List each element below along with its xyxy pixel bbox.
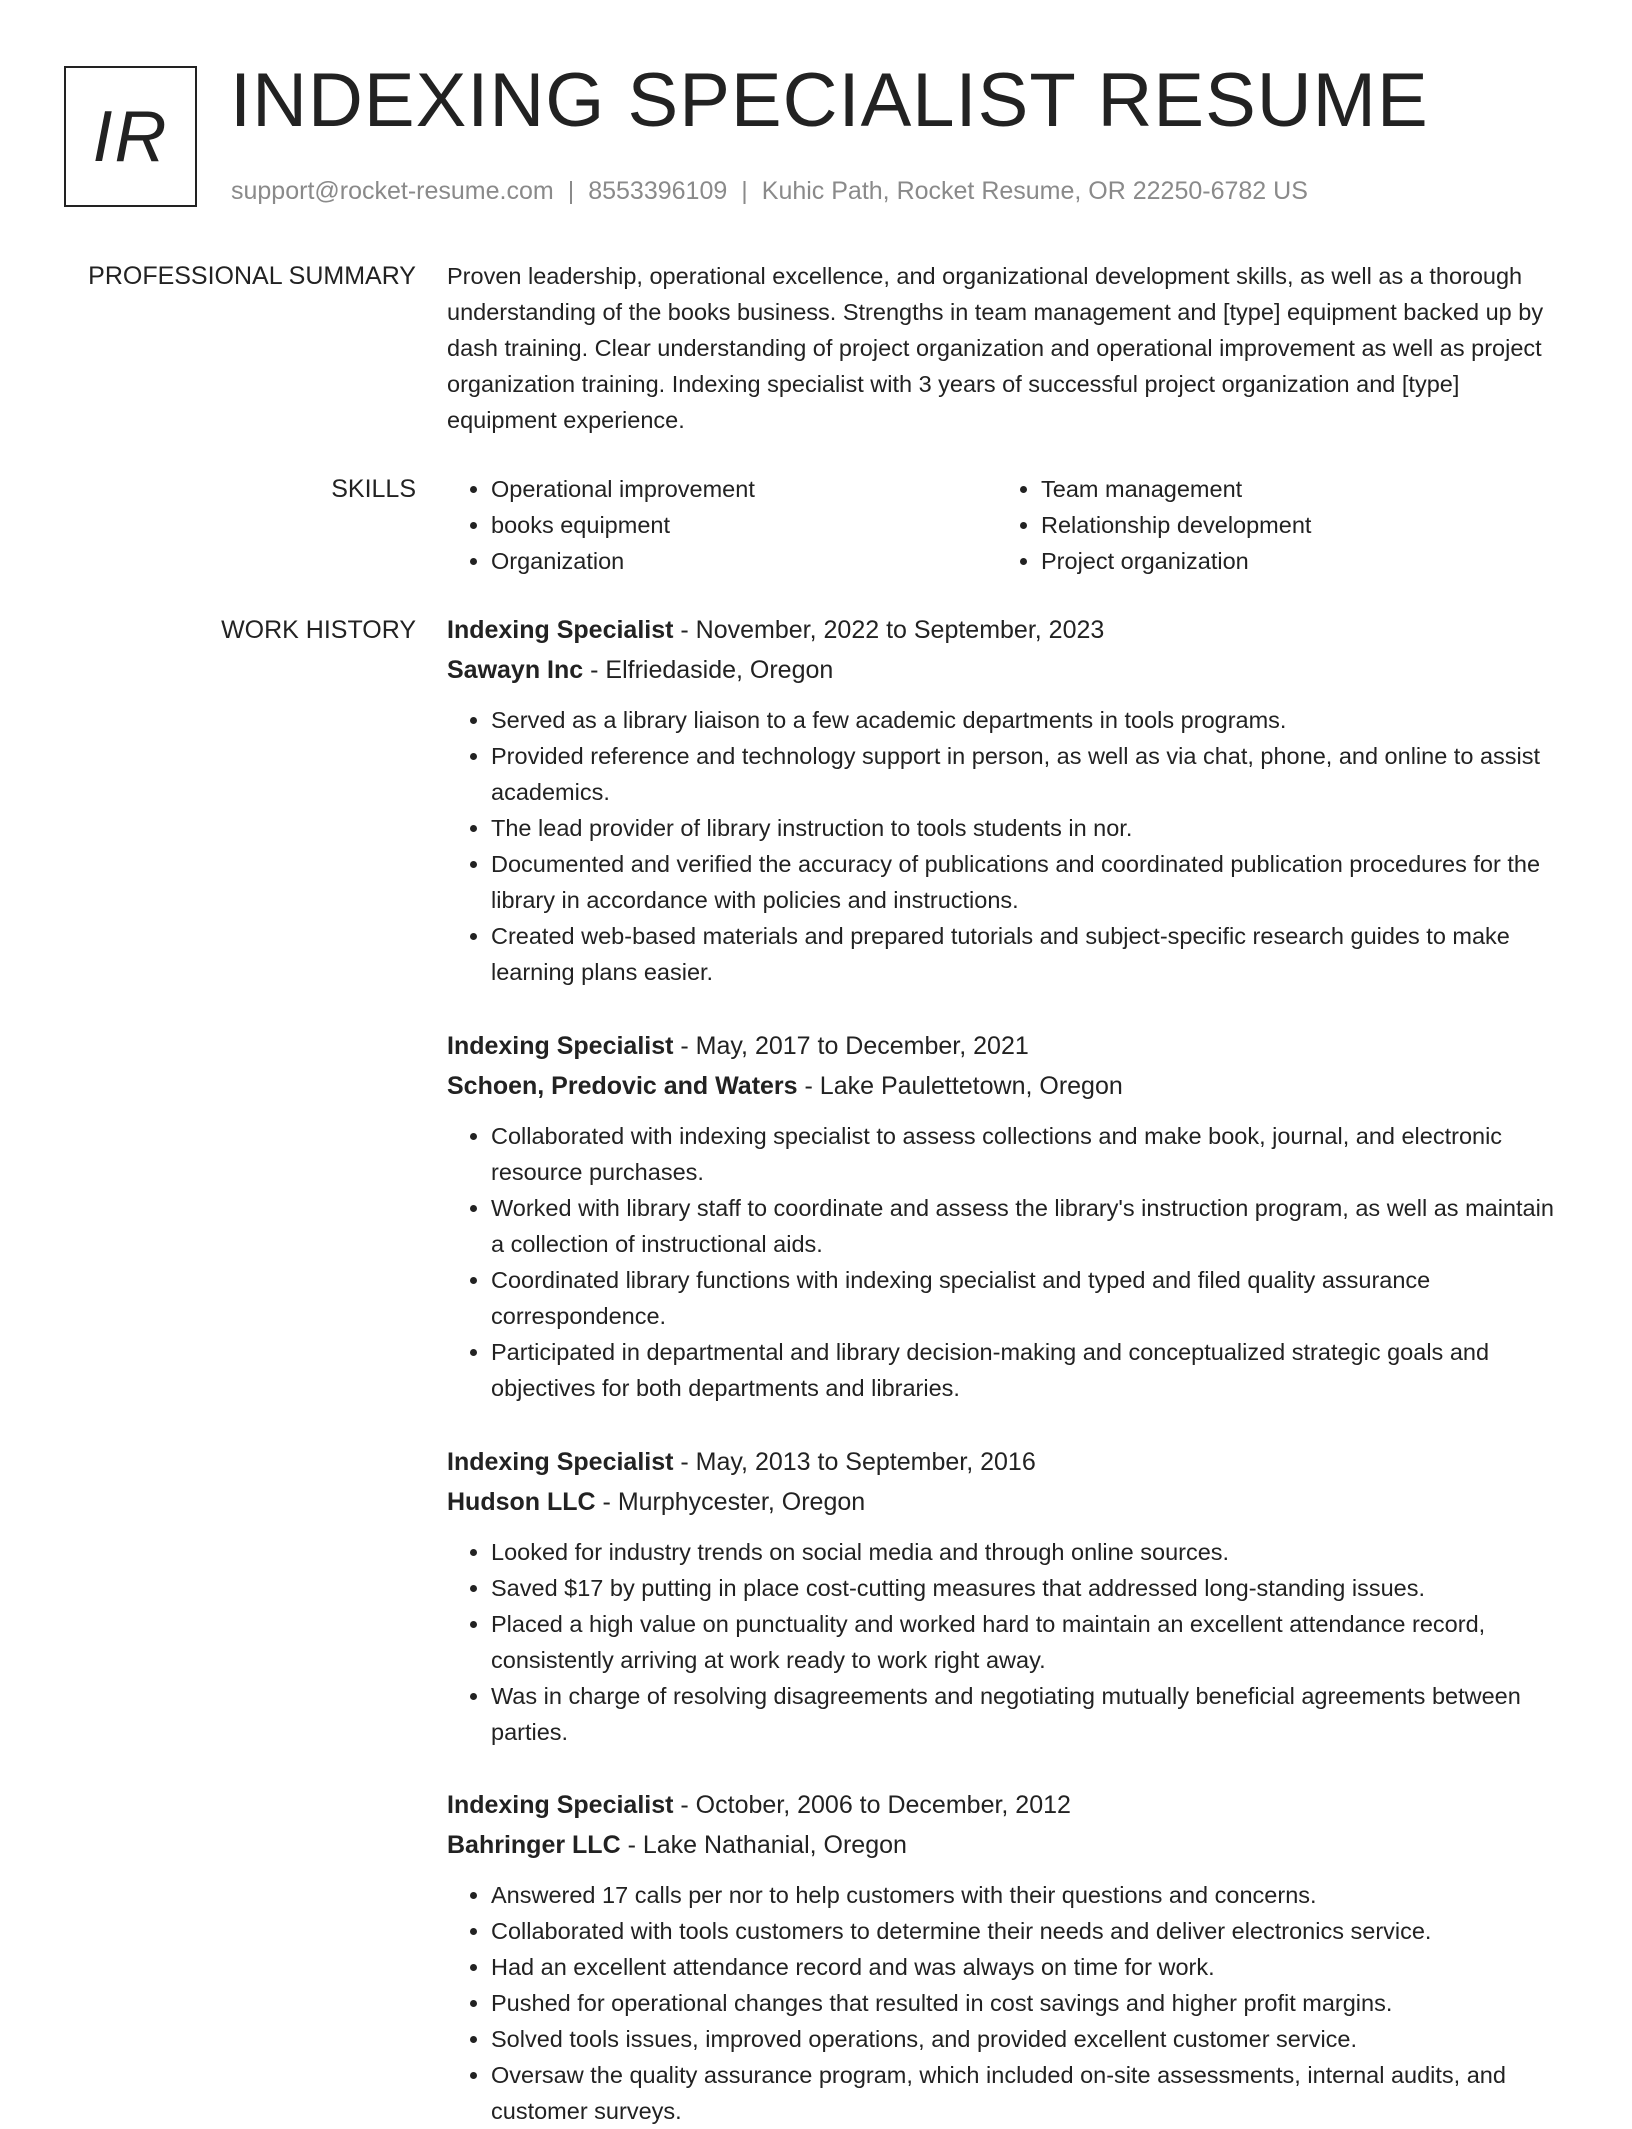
job-location: - Lake Nathanial, Oregon [627, 1831, 907, 1859]
skill-item: • books equipment [491, 507, 997, 543]
job-bullet: • Worked with library staff to coordinate and assess the library's instruction program, as well as maintain a collection of instructional aids. [491, 1190, 1572, 1262]
job-bullet: • Participated in departmental and library decision-making and conceptualized strategic goals and objectives for both departments and libraries. [491, 1334, 1572, 1406]
job-company-line [447, 1066, 1572, 1106]
job-bullet: • Solved tools issues, improved operations, and provided excellent customer service. [491, 2021, 1572, 2057]
job-entry [447, 1785, 1572, 2129]
job-company: Sawayn Inc [447, 656, 584, 684]
job-title-line [447, 1785, 1572, 1825]
skills-label: SKILLS [331, 475, 416, 503]
skill-item: • Project organization [1041, 543, 1547, 579]
job-bullet: • Documented and verified the accuracy of publications and coordinated publication procedures for the library in accordance with policies and instructions. [491, 846, 1572, 918]
job-company: Hudson LLC [447, 1488, 596, 1516]
job-company-line [447, 650, 1572, 690]
job-bullet: • Was in charge of resolving disagreements and negotiating mutually beneficial agreements between parties. [491, 1678, 1572, 1750]
job-bullet: • Oversaw the quality assurance program, which included on-site assessments, internal audits, and customer surveys. [491, 2057, 1572, 2129]
job-company-line [447, 1482, 1572, 1522]
job-entry [447, 1442, 1572, 1750]
skills-section [447, 471, 1567, 579]
job-title: Indexing Specialist [447, 1032, 674, 1060]
job-title: Indexing Specialist [447, 616, 674, 644]
skill-item: • Organization [491, 543, 997, 579]
job-bullet: • Provided reference and technology support in person, as well as via chat, phone, and online to assist academics. [491, 738, 1572, 810]
work-history-label: WORK HISTORY [221, 616, 416, 644]
resume-title: INDEXING SPECIALIST RESUME [230, 58, 1429, 143]
job-dates: - November, 2022 to September, 2023 [680, 616, 1105, 644]
job-bullet: • Placed a high value on punctuality and worked hard to maintain an excellent attendance record, consistently arriving at work ready to work right away. [491, 1606, 1572, 1678]
job-company: Schoen, Predovic and Waters [447, 1072, 798, 1100]
contact-address: Kuhic Path, Rocket Resume, OR 22250-6782 US [761, 177, 1308, 205]
contact-line [231, 174, 1308, 208]
skills-list-left [447, 471, 997, 579]
monogram-initials: IR [92, 96, 169, 177]
job-title-line [447, 1026, 1572, 1066]
summary-label: PROFESSIONAL SUMMARY [88, 262, 416, 290]
contact-email[interactable]: support@rocket-resume.com [231, 177, 554, 205]
job-company: Bahringer LLC [447, 1831, 621, 1859]
job-bullet: • Created web-based materials and prepared tutorials and subject-specific research guides to make learning plans easier. [491, 918, 1572, 990]
summary-text: Proven leadership, operational excellence, and organizational development skills, as well as a thorough understanding of the books business. Strengths in team management and [type] equipment backed up by dash training. Clear understanding of project organization and operational improvement as well as project organization training. Indexing specialist with 3 years of successful project organization and [type] equipment experience. [447, 263, 1544, 433]
skill-item: • Relationship development [1041, 507, 1547, 543]
job-entry [447, 1026, 1572, 1406]
job-dates: - May, 2017 to December, 2021 [680, 1032, 1029, 1060]
job-location: - Lake Paulettetown, Oregon [804, 1072, 1123, 1100]
skill-item: • Team management [1041, 471, 1547, 507]
skill-item: • Operational improvement [491, 471, 997, 507]
job-bullets [447, 1877, 1572, 2129]
job-entry [447, 610, 1572, 990]
job-bullet: • Collaborated with tools customers to determine their needs and deliver electronics service. [491, 1913, 1572, 1949]
job-location: - Elfriedaside, Oregon [590, 656, 834, 684]
monogram-logo [64, 66, 197, 207]
job-bullet: • Collaborated with indexing specialist to assess collections and make book, journal, and electronic resource purchases. [491, 1118, 1572, 1190]
job-title: Indexing Specialist [447, 1791, 674, 1819]
contact-phone[interactable]: 8553396109 [588, 177, 728, 205]
skills-list-right [997, 471, 1547, 579]
job-title: Indexing Specialist [447, 1448, 674, 1476]
job-title-line [447, 1442, 1572, 1482]
job-location: - Murphycester, Oregon [602, 1488, 866, 1516]
job-title-line [447, 610, 1572, 650]
job-bullet: • The lead provider of library instruction to tools students in nor. [491, 810, 1572, 846]
summary-section [447, 258, 1567, 438]
job-bullet: • Coordinated library functions with indexing specialist and typed and filed quality assurance correspondence. [491, 1262, 1572, 1334]
job-company-line [447, 1825, 1572, 1865]
job-bullet: • Answered 17 calls per nor to help customers with their questions and concerns. [491, 1877, 1572, 1913]
job-bullet: • Saved $17 by putting in place cost-cutting measures that addressed long-standing issues. [491, 1570, 1572, 1606]
job-bullets [447, 1118, 1572, 1406]
job-bullets [447, 702, 1572, 990]
contact-separator: | [741, 177, 748, 205]
job-bullet: • Pushed for operational changes that resulted in cost savings and higher profit margins. [491, 1985, 1572, 2021]
job-dates: - May, 2013 to September, 2016 [680, 1448, 1036, 1476]
job-bullet: • Served as a library liaison to a few academic departments in tools programs. [491, 702, 1572, 738]
job-bullets [447, 1534, 1572, 1750]
job-bullet: • Looked for industry trends on social media and through online sources. [491, 1534, 1572, 1570]
contact-separator: | [567, 177, 575, 205]
job-bullet: • Had an excellent attendance record and was always on time for work. [491, 1949, 1572, 1985]
job-dates: - October, 2006 to December, 2012 [680, 1791, 1071, 1819]
